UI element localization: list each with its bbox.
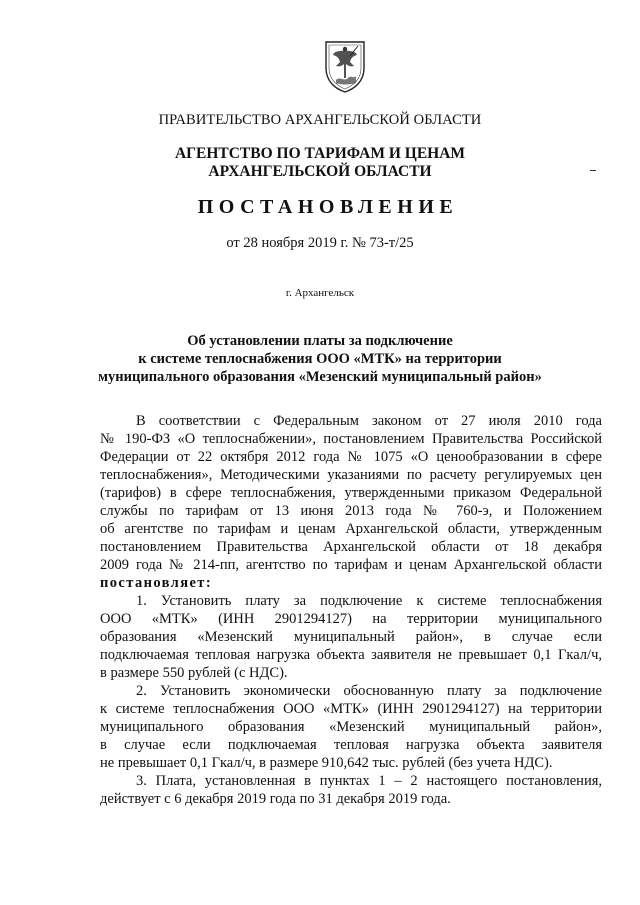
decree-word: постановляет bbox=[100, 575, 206, 591]
document-body bbox=[100, 412, 602, 808]
agency-name-line-2: АРХАНГЕЛЬСКОЙ ОБЛАСТИ bbox=[208, 163, 432, 180]
item-1-line: в размере 550 рублей (с НДС). bbox=[100, 665, 288, 681]
preamble-line: В соответствии с Федеральным законом от 27 июля 2010 года bbox=[136, 413, 602, 429]
preamble-line: службы по тарифам от 13 июня 2013 года № 760-э, и Положением bbox=[100, 503, 602, 519]
preamble-line: (тарифов) в сфере теплоснабжения, утвержденными приказом Федеральной bbox=[100, 485, 602, 501]
item-2-line: в случае если подключаемая тепловая нагрузка объекта заявителя bbox=[100, 737, 602, 753]
item-1-line: ООО «МТК» (ИНН 2901294127) на территории муниципального bbox=[100, 611, 602, 627]
coat-of-arms-emblem bbox=[322, 38, 368, 94]
item-2-line: не превышает 0,1 Гкал/ч, в размере 910,642 тыс. рублей (без учета НДС). bbox=[100, 755, 553, 771]
item-1-line: образования «Мезенский муниципальный район», в случае если bbox=[100, 629, 602, 645]
subject-line-1: Об установлении платы за подключение bbox=[187, 333, 453, 349]
item-2-line: 2. Установить экономически обоснованную плату за подключение bbox=[136, 683, 602, 699]
agency-name bbox=[0, 145, 640, 181]
item-3-line: действует с 6 декабря 2019 года по 31 декабря 2019 года. bbox=[100, 791, 451, 807]
decree-word-line: постановляет: bbox=[100, 575, 211, 591]
item-1-line: подключаемая тепловая нагрузка объекта заявителя не превышает 0,1 Гкал/ч, bbox=[100, 647, 602, 663]
margin-mark bbox=[590, 170, 596, 171]
agency-name-line-1: АГЕНТСТВО ПО ТАРИФАМ И ЦЕНАМ bbox=[174, 145, 466, 162]
preamble-line: 2009 года № 214-пп, агентство по тарифам и ценам Архангельской области bbox=[100, 557, 602, 573]
preamble-line: об агентстве по тарифам и ценам Архангельской области, утвержденным bbox=[100, 521, 602, 537]
preamble-line: постановлением Правительства Архангельской области от 18 декабря bbox=[100, 539, 602, 555]
document-type-title: ПОСТАНОВЛЕНИЕ bbox=[197, 196, 459, 218]
subject-line-3: муниципального образования «Мезенский муниципальный район» bbox=[98, 369, 542, 385]
document-date-number: от 28 ноября 2019 г. № 73-т/25 bbox=[226, 235, 414, 251]
government-name: ПРАВИТЕЛЬСТВО АРХАНГЕЛЬСКОЙ ОБЛАСТИ bbox=[158, 112, 482, 128]
document-subject bbox=[0, 332, 640, 386]
preamble-line: № 190-ФЗ «О теплоснабжении», постановлением Правительства Российской bbox=[100, 431, 602, 447]
item-2-line: к системе теплоснабжения ООО «МТК» (ИНН 2901294127) на территории bbox=[100, 701, 602, 717]
preamble-line: Федерации от 22 октября 2012 года № 1075 «О ценообразовании в сфере bbox=[100, 449, 602, 465]
preamble-line: теплоснабжения», Методическими указаниями по расчету регулируемых цен bbox=[100, 467, 602, 483]
item-3-line: 3. Плата, установленная в пунктах 1 – 2 настоящего постановления, bbox=[136, 773, 602, 789]
item-1-line: 1. Установить плату за подключение к системе теплоснабжения bbox=[136, 593, 602, 609]
subject-line-2: к системе теплоснабжения ООО «МТК» на территории bbox=[138, 351, 502, 367]
document-city: г. Архангельск bbox=[285, 287, 355, 299]
item-2-line: муниципального образования «Мезенский муниципальный район», bbox=[100, 719, 602, 735]
